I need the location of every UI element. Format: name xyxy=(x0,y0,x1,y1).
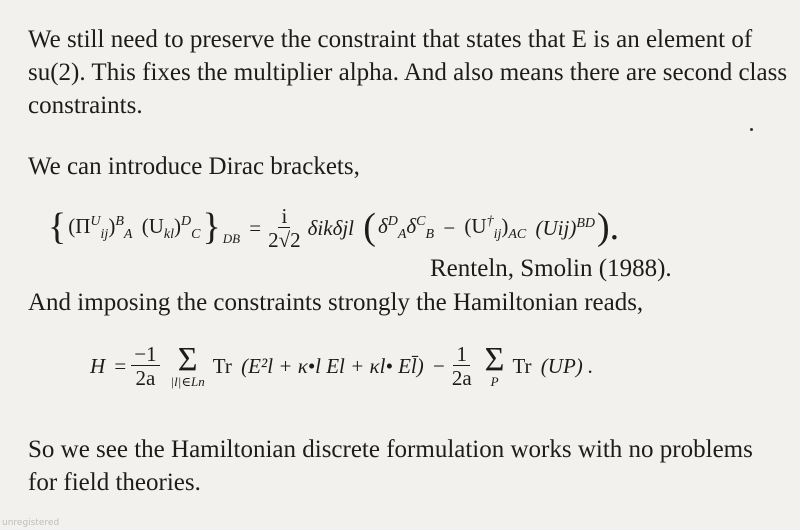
watermark: unregistered xyxy=(2,518,60,528)
pi-term: $(\Pi^U_{ij})^B_A$ xyxy=(68,213,133,243)
citation-renteln-smolin: Renteln, Smolin (1988). xyxy=(430,255,672,282)
u-dagger-term: $(U^\dagger_{ij})_{AC}$ xyxy=(464,213,527,243)
u-term: $(U_{kl})^D_C$ xyxy=(141,213,201,243)
trace-operator: Tr xyxy=(512,354,532,378)
paragraph-hamiltonian-intro: And imposing the constraints strongly the Hamiltonian reads, xyxy=(28,289,644,316)
equals-sign: = xyxy=(114,354,127,378)
trace-operator: Tr xyxy=(212,354,232,378)
paren-open: ( xyxy=(363,205,376,248)
equation-hamiltonian xyxy=(90,340,594,390)
speck xyxy=(750,128,753,131)
fraction-one-over-2a: $\frac{1}{2a}$ xyxy=(451,342,472,390)
paragraph-conclusion: So we see the Hamiltonian discrete formulation works with no problems for field theories. xyxy=(28,436,753,496)
paragraph-dirac-intro: We can introduce Dirac brackets, xyxy=(28,153,360,180)
equation-dirac-bracket xyxy=(48,205,619,252)
minus-sign: − xyxy=(443,216,456,240)
sum-over-links: Σ |l|∈Ln xyxy=(170,340,205,389)
fraction-minus-one-over-2a: $\frac{-1}{2a}$ xyxy=(131,343,159,390)
hamiltonian-symbol: H xyxy=(90,354,106,378)
delta-product: $\delta^D_A\delta^C_B$ xyxy=(377,213,435,243)
equals-sign: = xyxy=(249,216,262,240)
fraction-i-over-2root2: $\frac{i}{2√2}$ xyxy=(268,204,301,252)
uij-term: (Uij)$^{BD}$ xyxy=(535,216,595,240)
sum-over-plaquettes: Σ P xyxy=(484,340,505,389)
brace-open: { xyxy=(48,205,67,248)
minus-sign: − xyxy=(432,354,445,378)
db-subscript: DB xyxy=(222,230,241,246)
kronecker-deltas: δikδjl xyxy=(307,216,355,240)
trace-argument: (E²l + κ•l El + κl• El̄) xyxy=(241,354,424,378)
paragraph-constraint: We still need to preserve the constraint that states that E is an element of su(2). This fixes the multiplier alpha. And also means there are second class constraints. xyxy=(28,26,788,119)
brace-close: } xyxy=(202,205,221,248)
paren-close: ). xyxy=(597,205,620,248)
plaquette-argument: (UP) . xyxy=(540,354,594,378)
